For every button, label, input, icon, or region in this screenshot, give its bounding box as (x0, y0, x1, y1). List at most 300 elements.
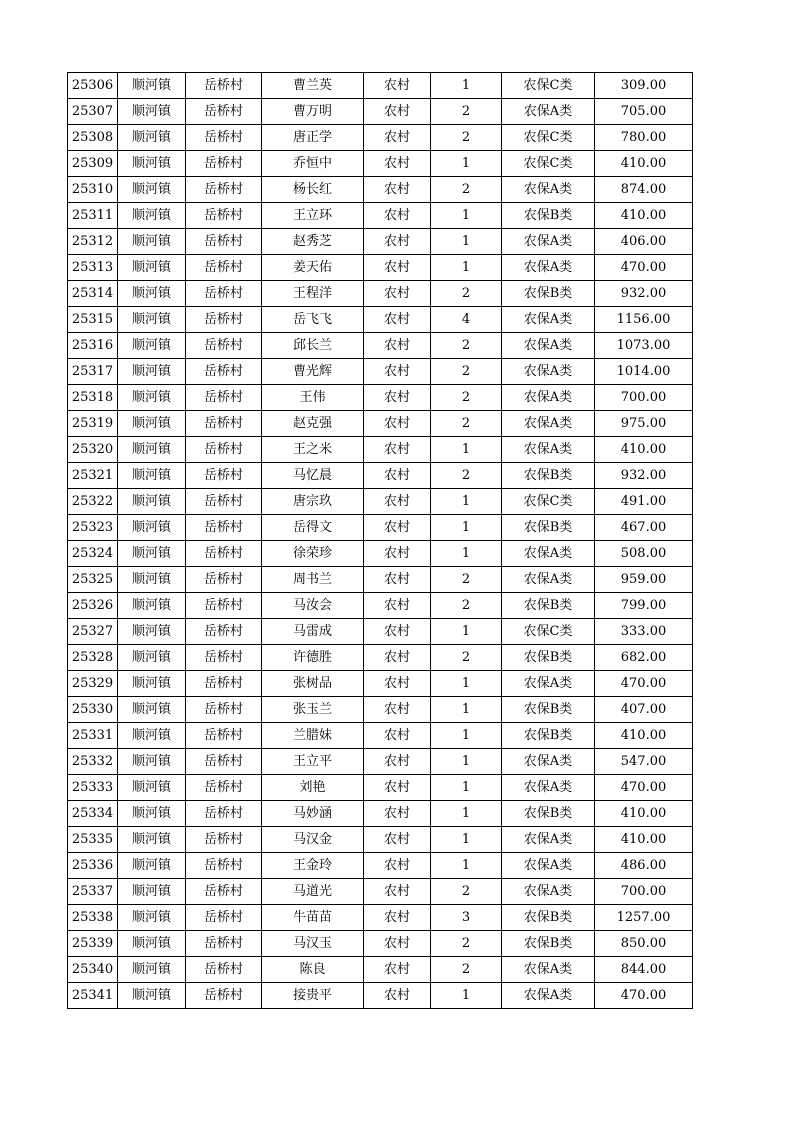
household-count-cell: 1 (431, 749, 502, 775)
town-cell: 顺河镇 (118, 853, 186, 879)
insurance-category-cell: 农保A类 (502, 957, 595, 983)
table-row (68, 697, 693, 723)
household-count-cell: 2 (431, 411, 502, 437)
name-cell: 岳得文 (262, 515, 364, 541)
record-id-cell: 25306 (68, 73, 118, 99)
name-cell: 马汝会 (262, 593, 364, 619)
name-cell: 张玉兰 (262, 697, 364, 723)
area-type-cell: 农村 (364, 489, 431, 515)
village-cell: 岳桥村 (186, 749, 262, 775)
table-row (68, 801, 693, 827)
household-count-cell: 2 (431, 931, 502, 957)
amount-cell: 1073.00 (595, 333, 693, 359)
town-cell: 顺河镇 (118, 437, 186, 463)
area-type-cell: 农村 (364, 203, 431, 229)
table-row (68, 385, 693, 411)
table-row (68, 593, 693, 619)
insurance-category-cell: 农保C类 (502, 151, 595, 177)
insurance-category-cell: 农保B类 (502, 281, 595, 307)
table-row (68, 99, 693, 125)
record-id-cell: 25313 (68, 255, 118, 281)
insurance-category-cell: 农保A类 (502, 827, 595, 853)
household-count-cell: 1 (431, 983, 502, 1009)
amount-cell: 467.00 (595, 515, 693, 541)
household-count-cell: 1 (431, 489, 502, 515)
town-cell: 顺河镇 (118, 723, 186, 749)
amount-cell: 508.00 (595, 541, 693, 567)
area-type-cell: 农村 (364, 255, 431, 281)
name-cell: 马汉金 (262, 827, 364, 853)
household-count-cell: 2 (431, 99, 502, 125)
record-id-cell: 25328 (68, 645, 118, 671)
insurance-category-cell: 农保A类 (502, 879, 595, 905)
village-cell: 岳桥村 (186, 775, 262, 801)
name-cell: 姜天佑 (262, 255, 364, 281)
insurance-category-cell: 农保B类 (502, 463, 595, 489)
household-count-cell: 1 (431, 203, 502, 229)
insurance-category-cell: 农保A类 (502, 853, 595, 879)
insurance-category-cell: 农保A类 (502, 359, 595, 385)
town-cell: 顺河镇 (118, 983, 186, 1009)
amount-cell: 780.00 (595, 125, 693, 151)
name-cell: 接贵平 (262, 983, 364, 1009)
name-cell: 马雷成 (262, 619, 364, 645)
amount-cell: 333.00 (595, 619, 693, 645)
record-id-cell: 25332 (68, 749, 118, 775)
village-cell: 岳桥村 (186, 489, 262, 515)
amount-cell: 959.00 (595, 567, 693, 593)
village-cell: 岳桥村 (186, 645, 262, 671)
area-type-cell: 农村 (364, 229, 431, 255)
town-cell: 顺河镇 (118, 671, 186, 697)
town-cell: 顺河镇 (118, 125, 186, 151)
record-id-cell: 25322 (68, 489, 118, 515)
amount-cell: 470.00 (595, 255, 693, 281)
table-row (68, 671, 693, 697)
record-id-cell: 25335 (68, 827, 118, 853)
town-cell: 顺河镇 (118, 697, 186, 723)
area-type-cell: 农村 (364, 567, 431, 593)
village-cell: 岳桥村 (186, 73, 262, 99)
area-type-cell: 农村 (364, 593, 431, 619)
table-row (68, 983, 693, 1009)
table-row (68, 151, 693, 177)
area-type-cell: 农村 (364, 697, 431, 723)
household-count-cell: 2 (431, 957, 502, 983)
name-cell: 马妙涵 (262, 801, 364, 827)
amount-cell: 874.00 (595, 177, 693, 203)
record-id-cell: 25333 (68, 775, 118, 801)
village-cell: 岳桥村 (186, 515, 262, 541)
table-row (68, 749, 693, 775)
household-count-cell: 3 (431, 905, 502, 931)
insurance-category-cell: 农保C类 (502, 73, 595, 99)
town-cell: 顺河镇 (118, 827, 186, 853)
insurance-category-cell: 农保C类 (502, 619, 595, 645)
village-cell: 岳桥村 (186, 203, 262, 229)
town-cell: 顺河镇 (118, 229, 186, 255)
amount-cell: 1156.00 (595, 307, 693, 333)
insurance-category-cell: 农保A类 (502, 307, 595, 333)
village-cell: 岳桥村 (186, 99, 262, 125)
village-cell: 岳桥村 (186, 125, 262, 151)
area-type-cell: 农村 (364, 983, 431, 1009)
village-cell: 岳桥村 (186, 411, 262, 437)
household-count-cell: 1 (431, 255, 502, 281)
household-count-cell: 1 (431, 827, 502, 853)
record-id-cell: 25307 (68, 99, 118, 125)
amount-cell: 410.00 (595, 203, 693, 229)
town-cell: 顺河镇 (118, 73, 186, 99)
name-cell: 马道光 (262, 879, 364, 905)
household-count-cell: 1 (431, 775, 502, 801)
record-id-cell: 25336 (68, 853, 118, 879)
table-row (68, 489, 693, 515)
record-id-cell: 25329 (68, 671, 118, 697)
amount-cell: 700.00 (595, 879, 693, 905)
town-cell: 顺河镇 (118, 99, 186, 125)
insurance-category-cell: 农保A类 (502, 541, 595, 567)
insurance-category-cell: 农保B类 (502, 801, 595, 827)
household-count-cell: 2 (431, 463, 502, 489)
area-type-cell: 农村 (364, 333, 431, 359)
table-row (68, 255, 693, 281)
name-cell: 周书兰 (262, 567, 364, 593)
table-row (68, 931, 693, 957)
village-cell: 岳桥村 (186, 593, 262, 619)
table-row (68, 281, 693, 307)
record-id-cell: 25341 (68, 983, 118, 1009)
record-id-cell: 25320 (68, 437, 118, 463)
record-id-cell: 25340 (68, 957, 118, 983)
village-cell: 岳桥村 (186, 307, 262, 333)
insurance-category-cell: 农保A类 (502, 385, 595, 411)
town-cell: 顺河镇 (118, 515, 186, 541)
table-row (68, 905, 693, 931)
area-type-cell: 农村 (364, 827, 431, 853)
name-cell: 兰腊妹 (262, 723, 364, 749)
household-count-cell: 1 (431, 437, 502, 463)
name-cell: 唐宗玖 (262, 489, 364, 515)
table-row (68, 203, 693, 229)
town-cell: 顺河镇 (118, 203, 186, 229)
name-cell: 杨长红 (262, 177, 364, 203)
area-type-cell: 农村 (364, 73, 431, 99)
insurance-category-cell: 农保B类 (502, 645, 595, 671)
household-count-cell: 2 (431, 385, 502, 411)
village-cell: 岳桥村 (186, 567, 262, 593)
town-cell: 顺河镇 (118, 281, 186, 307)
name-cell: 马忆晨 (262, 463, 364, 489)
name-cell: 曹光辉 (262, 359, 364, 385)
area-type-cell: 农村 (364, 905, 431, 931)
table-row (68, 567, 693, 593)
record-id-cell: 25315 (68, 307, 118, 333)
table-row (68, 827, 693, 853)
record-id-cell: 25316 (68, 333, 118, 359)
area-type-cell: 农村 (364, 411, 431, 437)
name-cell: 马汉玉 (262, 931, 364, 957)
table-row (68, 775, 693, 801)
household-count-cell: 2 (431, 125, 502, 151)
village-cell: 岳桥村 (186, 801, 262, 827)
insurance-category-cell: 农保A类 (502, 255, 595, 281)
town-cell: 顺河镇 (118, 593, 186, 619)
table-row (68, 619, 693, 645)
household-count-cell: 1 (431, 801, 502, 827)
village-cell: 岳桥村 (186, 905, 262, 931)
name-cell: 王立环 (262, 203, 364, 229)
village-cell: 岳桥村 (186, 385, 262, 411)
area-type-cell: 农村 (364, 645, 431, 671)
record-id-cell: 25325 (68, 567, 118, 593)
name-cell: 许德胜 (262, 645, 364, 671)
table-row (68, 177, 693, 203)
table-row (68, 229, 693, 255)
name-cell: 邱长兰 (262, 333, 364, 359)
name-cell: 王伟 (262, 385, 364, 411)
area-type-cell: 农村 (364, 125, 431, 151)
area-type-cell: 农村 (364, 359, 431, 385)
amount-cell: 1257.00 (595, 905, 693, 931)
town-cell: 顺河镇 (118, 359, 186, 385)
area-type-cell: 农村 (364, 515, 431, 541)
record-id-cell: 25323 (68, 515, 118, 541)
table-row (68, 333, 693, 359)
record-id-cell: 25317 (68, 359, 118, 385)
town-cell: 顺河镇 (118, 463, 186, 489)
amount-cell: 799.00 (595, 593, 693, 619)
amount-cell: 975.00 (595, 411, 693, 437)
town-cell: 顺河镇 (118, 385, 186, 411)
area-type-cell: 农村 (364, 281, 431, 307)
area-type-cell: 农村 (364, 775, 431, 801)
table-row (68, 879, 693, 905)
name-cell: 王立平 (262, 749, 364, 775)
record-id-cell: 25309 (68, 151, 118, 177)
amount-cell: 682.00 (595, 645, 693, 671)
table-row (68, 307, 693, 333)
record-id-cell: 25321 (68, 463, 118, 489)
area-type-cell: 农村 (364, 723, 431, 749)
area-type-cell: 农村 (364, 671, 431, 697)
town-cell: 顺河镇 (118, 801, 186, 827)
record-id-cell: 25334 (68, 801, 118, 827)
insurance-category-cell: 农保A类 (502, 333, 595, 359)
name-cell: 曹兰英 (262, 73, 364, 99)
insurance-category-cell: 农保A类 (502, 99, 595, 125)
amount-cell: 491.00 (595, 489, 693, 515)
name-cell: 王程洋 (262, 281, 364, 307)
village-cell: 岳桥村 (186, 281, 262, 307)
table-row (68, 73, 693, 99)
insurance-category-cell: 农保A类 (502, 229, 595, 255)
household-count-cell: 1 (431, 671, 502, 697)
amount-cell: 309.00 (595, 73, 693, 99)
household-count-cell: 1 (431, 619, 502, 645)
table-row (68, 463, 693, 489)
record-id-cell: 25314 (68, 281, 118, 307)
area-type-cell: 农村 (364, 437, 431, 463)
amount-cell: 406.00 (595, 229, 693, 255)
name-cell: 王金玲 (262, 853, 364, 879)
village-cell: 岳桥村 (186, 723, 262, 749)
record-id-cell: 25311 (68, 203, 118, 229)
record-id-cell: 25319 (68, 411, 118, 437)
area-type-cell: 农村 (364, 177, 431, 203)
household-count-cell: 4 (431, 307, 502, 333)
insurance-category-cell: 农保A类 (502, 437, 595, 463)
amount-cell: 470.00 (595, 775, 693, 801)
amount-cell: 407.00 (595, 697, 693, 723)
table-row (68, 125, 693, 151)
town-cell: 顺河镇 (118, 333, 186, 359)
insurance-category-cell: 农保B类 (502, 931, 595, 957)
table-row (68, 645, 693, 671)
area-type-cell: 农村 (364, 749, 431, 775)
household-count-cell: 1 (431, 541, 502, 567)
table-row (68, 541, 693, 567)
town-cell: 顺河镇 (118, 957, 186, 983)
amount-cell: 932.00 (595, 463, 693, 489)
record-id-cell: 25330 (68, 697, 118, 723)
record-id-cell: 25312 (68, 229, 118, 255)
name-cell: 赵克强 (262, 411, 364, 437)
area-type-cell: 农村 (364, 879, 431, 905)
area-type-cell: 农村 (364, 957, 431, 983)
household-count-cell: 1 (431, 723, 502, 749)
amount-cell: 486.00 (595, 853, 693, 879)
household-count-cell: 2 (431, 177, 502, 203)
area-type-cell: 农村 (364, 801, 431, 827)
household-count-cell: 1 (431, 697, 502, 723)
amount-cell: 410.00 (595, 151, 693, 177)
name-cell: 乔恒中 (262, 151, 364, 177)
village-cell: 岳桥村 (186, 983, 262, 1009)
table-row (68, 853, 693, 879)
record-id-cell: 25339 (68, 931, 118, 957)
table-row (68, 723, 693, 749)
record-id-cell: 25337 (68, 879, 118, 905)
village-cell: 岳桥村 (186, 151, 262, 177)
town-cell: 顺河镇 (118, 411, 186, 437)
insurance-category-cell: 农保A类 (502, 411, 595, 437)
amount-cell: 850.00 (595, 931, 693, 957)
amount-cell: 410.00 (595, 437, 693, 463)
village-cell: 岳桥村 (186, 619, 262, 645)
amount-cell: 700.00 (595, 385, 693, 411)
village-cell: 岳桥村 (186, 827, 262, 853)
name-cell: 王之米 (262, 437, 364, 463)
insurance-category-cell: 农保C类 (502, 125, 595, 151)
insurance-category-cell: 农保B类 (502, 593, 595, 619)
household-count-cell: 2 (431, 281, 502, 307)
town-cell: 顺河镇 (118, 567, 186, 593)
record-id-cell: 25327 (68, 619, 118, 645)
name-cell: 曹万明 (262, 99, 364, 125)
village-cell: 岳桥村 (186, 177, 262, 203)
household-count-cell: 1 (431, 853, 502, 879)
town-cell: 顺河镇 (118, 931, 186, 957)
household-count-cell: 2 (431, 593, 502, 619)
area-type-cell: 农村 (364, 541, 431, 567)
insurance-category-cell: 农保B类 (502, 905, 595, 931)
name-cell: 赵秀芝 (262, 229, 364, 255)
insurance-category-cell: 农保A类 (502, 749, 595, 775)
amount-cell: 705.00 (595, 99, 693, 125)
amount-cell: 547.00 (595, 749, 693, 775)
area-type-cell: 农村 (364, 151, 431, 177)
town-cell: 顺河镇 (118, 775, 186, 801)
record-id-cell: 25324 (68, 541, 118, 567)
town-cell: 顺河镇 (118, 177, 186, 203)
name-cell: 牛苗苗 (262, 905, 364, 931)
name-cell: 岳飞飞 (262, 307, 364, 333)
area-type-cell: 农村 (364, 853, 431, 879)
area-type-cell: 农村 (364, 307, 431, 333)
household-count-cell: 2 (431, 359, 502, 385)
area-type-cell: 农村 (364, 463, 431, 489)
town-cell: 顺河镇 (118, 879, 186, 905)
record-id-cell: 25338 (68, 905, 118, 931)
household-count-cell: 1 (431, 73, 502, 99)
town-cell: 顺河镇 (118, 489, 186, 515)
insurance-category-cell: 农保B类 (502, 203, 595, 229)
village-cell: 岳桥村 (186, 463, 262, 489)
village-cell: 岳桥村 (186, 359, 262, 385)
village-cell: 岳桥村 (186, 437, 262, 463)
insurance-category-cell: 农保A类 (502, 177, 595, 203)
area-type-cell: 农村 (364, 931, 431, 957)
household-count-cell: 2 (431, 645, 502, 671)
area-type-cell: 农村 (364, 619, 431, 645)
village-cell: 岳桥村 (186, 255, 262, 281)
village-cell: 岳桥村 (186, 853, 262, 879)
table-row (68, 957, 693, 983)
insurance-category-cell: 农保A类 (502, 567, 595, 593)
insurance-category-cell: 农保B类 (502, 723, 595, 749)
data-table (67, 72, 693, 1009)
town-cell: 顺河镇 (118, 151, 186, 177)
village-cell: 岳桥村 (186, 541, 262, 567)
record-id-cell: 25308 (68, 125, 118, 151)
name-cell: 陈良 (262, 957, 364, 983)
name-cell: 唐正学 (262, 125, 364, 151)
amount-cell: 470.00 (595, 983, 693, 1009)
amount-cell: 410.00 (595, 801, 693, 827)
record-id-cell: 25331 (68, 723, 118, 749)
village-cell: 岳桥村 (186, 229, 262, 255)
village-cell: 岳桥村 (186, 671, 262, 697)
record-id-cell: 25326 (68, 593, 118, 619)
record-id-cell: 25310 (68, 177, 118, 203)
village-cell: 岳桥村 (186, 697, 262, 723)
insurance-category-cell: 农保B类 (502, 697, 595, 723)
table-row (68, 437, 693, 463)
town-cell: 顺河镇 (118, 541, 186, 567)
village-cell: 岳桥村 (186, 931, 262, 957)
household-count-cell: 1 (431, 229, 502, 255)
amount-cell: 1014.00 (595, 359, 693, 385)
table-row (68, 515, 693, 541)
household-count-cell: 1 (431, 515, 502, 541)
village-cell: 岳桥村 (186, 957, 262, 983)
household-count-cell: 2 (431, 567, 502, 593)
insurance-category-cell: 农保A类 (502, 983, 595, 1009)
table-body (68, 73, 693, 1009)
town-cell: 顺河镇 (118, 255, 186, 281)
amount-cell: 410.00 (595, 827, 693, 853)
